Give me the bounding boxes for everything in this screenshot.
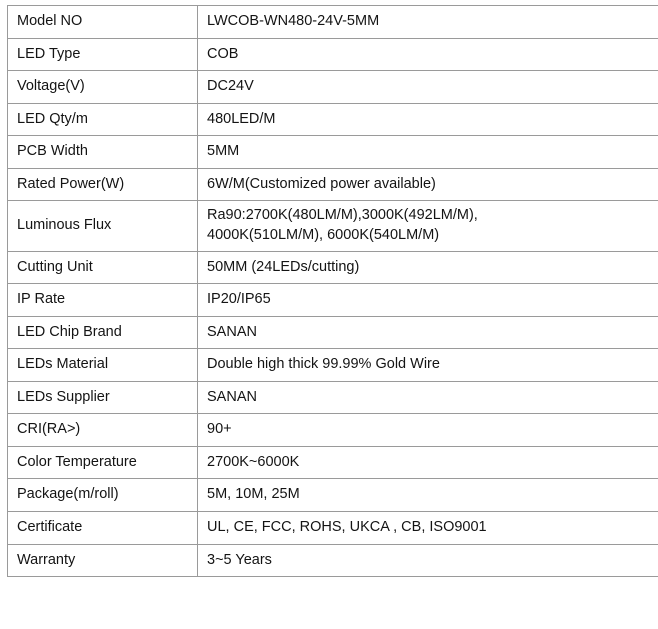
spec-label: Certificate <box>8 512 198 545</box>
spec-value <box>198 479 658 512</box>
spec-value-line: 50MM (24LEDs/cutting) <box>207 258 360 275</box>
table-row <box>8 512 658 545</box>
spec-value-line: UL, CE, FCC, ROHS, UKCA , CB, ISO9001 <box>207 519 487 535</box>
spec-label: CRI(RA>) <box>8 414 198 447</box>
spec-label: Cutting Unit <box>8 251 198 284</box>
spec-value-line: SANAN <box>207 388 257 405</box>
spec-value <box>198 71 658 104</box>
table-row <box>8 316 658 349</box>
spec-label: Warranty <box>8 544 198 577</box>
spec-value-line: LWCOB-WN480-24V-5MM <box>207 13 380 29</box>
table-row <box>8 136 658 169</box>
spec-label: LED Qty/m <box>8 103 198 136</box>
spec-label: Voltage(V) <box>8 71 198 104</box>
table-row <box>8 479 658 512</box>
spec-value <box>198 512 658 545</box>
spec-label: Rated Power(W) <box>8 168 198 201</box>
spec-label: Color Temperature <box>8 446 198 479</box>
spec-value-line: COB <box>207 45 239 62</box>
spec-value-line: 5M, 10M, 25M <box>207 486 300 503</box>
spec-value-line: 4000K(510LM/M), 6000K(540LM/M) <box>207 226 440 243</box>
spec-value-line: DC24V <box>207 78 254 95</box>
table-row <box>8 544 658 577</box>
spec-value-line: 5MM <box>207 143 240 160</box>
spec-label: IP Rate <box>8 284 198 317</box>
table-row <box>8 71 658 104</box>
table-row <box>8 168 658 201</box>
spec-value <box>198 284 658 317</box>
table-row <box>8 349 658 382</box>
spec-value-line: 6W/M(Customized power available) <box>207 175 436 192</box>
spec-value <box>198 349 658 382</box>
spec-value <box>198 136 658 169</box>
spec-label: LEDs Material <box>8 349 198 382</box>
spec-value-line: 3~5 Years <box>207 551 272 568</box>
spec-label: LED Type <box>8 38 198 71</box>
spec-value-line: Double high thick 99.99% Gold Wire <box>207 356 440 373</box>
spec-value-line: Ra90:2700K(480LM/M),3000K(492LM/M), <box>207 207 478 224</box>
spec-value-line: 480LED/M <box>207 110 276 127</box>
spec-value <box>198 251 658 284</box>
spec-value <box>198 168 658 201</box>
table-row <box>8 201 658 251</box>
spec-label: LED Chip Brand <box>8 316 198 349</box>
specification-table <box>7 5 658 577</box>
spec-value <box>198 6 658 39</box>
table-row <box>8 38 658 71</box>
spec-label: Luminous Flux <box>8 201 198 251</box>
spec-label: Model NO <box>8 6 198 39</box>
table-row <box>8 251 658 284</box>
spec-value <box>198 381 658 414</box>
table-body <box>8 6 658 577</box>
spec-value-line: 90+ <box>207 421 232 438</box>
spec-value-line: SANAN <box>207 323 257 340</box>
spec-label: PCB Width <box>8 136 198 169</box>
table-row <box>8 381 658 414</box>
spec-value <box>198 103 658 136</box>
spec-value <box>198 544 658 577</box>
table-row <box>8 103 658 136</box>
table-row <box>8 6 658 39</box>
spec-label: LEDs Supplier <box>8 381 198 414</box>
spec-value <box>198 38 658 71</box>
spec-value-line: IP20/IP65 <box>207 291 271 308</box>
table-row <box>8 446 658 479</box>
spec-value <box>198 446 658 479</box>
spec-value <box>198 414 658 447</box>
spec-value-line: 2700K~6000K <box>207 453 300 470</box>
spec-value <box>198 316 658 349</box>
table-row <box>8 284 658 317</box>
table-row <box>8 414 658 447</box>
spec-label: Package(m/roll) <box>8 479 198 512</box>
spec-value <box>198 201 658 251</box>
